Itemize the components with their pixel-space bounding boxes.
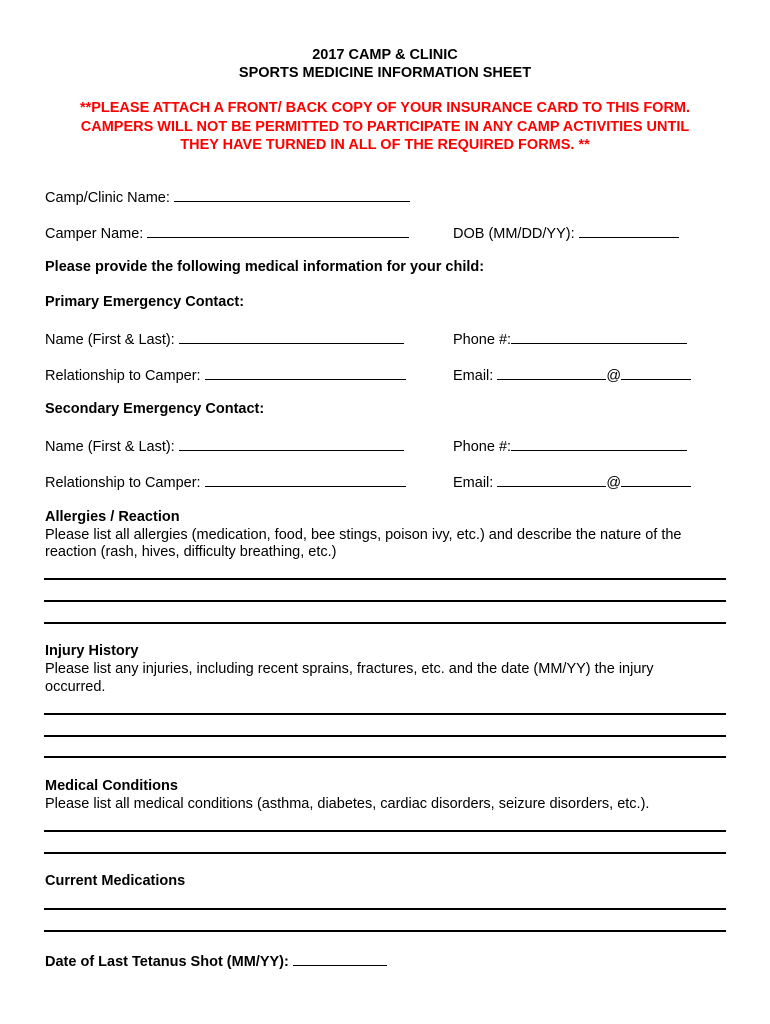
allergies-heading: Allergies / Reaction — [45, 509, 180, 525]
allergies-answer-line[interactable] — [44, 600, 726, 602]
form-title: 2017 CAMP & CLINIC — [312, 47, 458, 63]
phone-label: Phone #: — [453, 439, 512, 455]
conditions-instructions: Please list all medical conditions (asthma, diabetes, cardiac disorders, seizure disorders, etc.). — [45, 796, 650, 812]
injury-instructions: occurred. — [45, 679, 106, 695]
insurance-notice: CAMPERS WILL NOT BE PERMITTED TO PARTICIPATE IN ANY CAMP ACTIVITIES UNTIL — [80, 119, 690, 135]
primary-phone-field — [453, 329, 687, 349]
tetanus-input[interactable] — [293, 951, 387, 966]
secondary-phone-field — [453, 436, 687, 456]
name-label: Name (First & Last): — [45, 439, 175, 455]
at-sign: @ — [606, 475, 622, 491]
injury-answer-line[interactable] — [44, 735, 726, 737]
secondary-name-input[interactable] — [179, 436, 404, 451]
camper-name-field — [45, 223, 409, 243]
camper-name-label: Camper Name: — [45, 226, 144, 242]
relationship-label: Relationship to Camper: — [45, 475, 201, 491]
dob-field — [453, 223, 679, 243]
conditions-answer-line[interactable] — [44, 830, 726, 832]
secondary-email-field — [453, 472, 691, 492]
primary-relationship-field — [45, 365, 406, 385]
phone-label: Phone #: — [453, 332, 512, 348]
form-subtitle: SPORTS MEDICINE INFORMATION SHEET — [238, 65, 532, 81]
secondary-email-domain-input[interactable] — [621, 472, 691, 487]
primary-email-field — [453, 365, 691, 385]
primary-email-domain-input[interactable] — [621, 365, 691, 380]
camp-name-input[interactable] — [174, 187, 410, 202]
conditions-answer-line[interactable] — [44, 852, 726, 854]
insurance-notice: **PLEASE ATTACH A FRONT/ BACK COPY OF YOUR INSURANCE CARD TO THIS FORM. — [79, 100, 691, 116]
allergies-answer-line[interactable] — [44, 622, 726, 624]
camper-name-input[interactable] — [147, 223, 409, 238]
primary-name-field — [45, 329, 404, 349]
email-label: Email: — [453, 475, 494, 491]
dob-input[interactable] — [579, 223, 679, 238]
dob-label: DOB (MM/DD/YY): — [453, 226, 575, 242]
secondary-name-field — [45, 436, 404, 456]
injury-answer-line[interactable] — [44, 713, 726, 715]
relationship-label: Relationship to Camper: — [45, 368, 201, 384]
name-label: Name (First & Last): — [45, 332, 175, 348]
primary-relationship-input[interactable] — [205, 365, 406, 380]
injury-answer-line[interactable] — [44, 756, 726, 758]
medications-answer-line[interactable] — [44, 908, 726, 910]
conditions-heading: Medical Conditions — [45, 778, 178, 794]
injury-heading: Injury History — [45, 643, 139, 659]
camp-name-label: Camp/Clinic Name: — [45, 190, 170, 206]
insurance-notice: THEY HAVE TURNED IN ALL OF THE REQUIRED FORMS. ** — [180, 137, 590, 153]
allergies-instructions: reaction (rash, hives, difficulty breathing, etc.) — [45, 544, 337, 560]
instruction-text: Please provide the following medical information for your child: — [45, 259, 485, 275]
injury-instructions: Please list any injuries, including recent sprains, fractures, etc. and the date (MM/YY) the injury — [45, 661, 654, 677]
allergies-instructions: Please list all allergies (medication, food, bee stings, poison ivy, etc.) and describe the nature of the — [45, 527, 682, 543]
secondary-phone-input[interactable] — [511, 436, 687, 451]
tetanus-field — [45, 951, 387, 971]
primary-email-user-input[interactable] — [497, 365, 606, 380]
primary-phone-input[interactable] — [511, 329, 687, 344]
secondary-contact-heading: Secondary Emergency Contact: — [45, 401, 265, 417]
email-label: Email: — [453, 368, 494, 384]
secondary-relationship-field — [45, 472, 406, 492]
at-sign: @ — [606, 368, 622, 384]
tetanus-label: Date of Last Tetanus Shot (MM/YY): — [45, 954, 289, 970]
camp-name-field — [45, 187, 410, 207]
allergies-answer-line[interactable] — [44, 578, 726, 580]
primary-name-input[interactable] — [179, 329, 404, 344]
secondary-email-user-input[interactable] — [497, 472, 606, 487]
secondary-relationship-input[interactable] — [205, 472, 406, 487]
medications-heading: Current Medications — [45, 873, 186, 889]
medications-answer-line[interactable] — [44, 930, 726, 932]
primary-contact-heading: Primary Emergency Contact: — [45, 294, 245, 310]
